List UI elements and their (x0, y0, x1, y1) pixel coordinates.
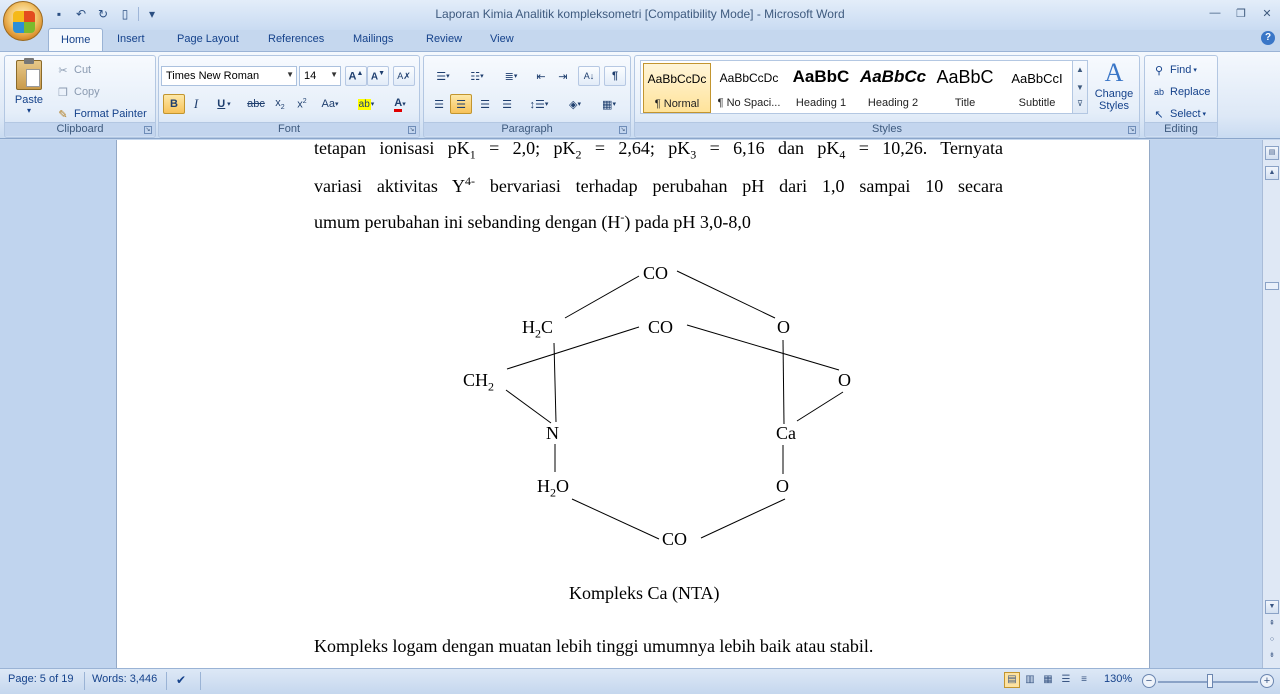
bond-co-o-right (687, 325, 839, 370)
atom-o-top: O (777, 317, 790, 337)
tab-references[interactable]: References (268, 33, 325, 45)
format-painter-button[interactable] (55, 106, 147, 122)
paste-button[interactable] (11, 60, 47, 120)
zoom-in-icon[interactable]: + (1260, 674, 1274, 688)
previous-page-icon[interactable]: ⇞ (1269, 620, 1275, 627)
styles-gallery-scroll[interactable] (1072, 60, 1088, 114)
italic-button[interactable] (185, 94, 207, 114)
paste-label: Paste (14, 94, 44, 106)
font-group-label: Font (159, 122, 419, 136)
bond-co-o (677, 271, 775, 318)
full-screen-reading-icon[interactable]: ▥ (1025, 674, 1035, 685)
paragraph-last-line: Kompleks logam dengan muatan lebih tinggi umumnya lebih baik atau stabil. (314, 636, 874, 656)
align-right-icon: ☰ (480, 98, 490, 111)
increase-indent-button[interactable] (552, 66, 574, 86)
align-center-button[interactable] (450, 94, 472, 114)
close-icon[interactable]: ✕ (1262, 7, 1272, 20)
sort-button[interactable] (578, 66, 600, 86)
atom-o-right: O (838, 370, 851, 390)
shading-button[interactable]: ◈ ▾ (569, 98, 581, 111)
clipboard-group (4, 55, 156, 138)
customize-icon[interactable]: ▾ (148, 7, 156, 21)
change-styles-button[interactable] (1092, 58, 1136, 112)
cut-label: Cut (74, 64, 92, 76)
atom-co-bottom: CO (662, 529, 688, 549)
next-page-icon[interactable]: ⇟ (1269, 652, 1275, 659)
increase-indent-icon: ⇥ (558, 70, 568, 83)
highlighter-icon: ab (358, 98, 370, 110)
shrink-font-button[interactable] (367, 66, 389, 86)
decrease-indent-button[interactable] (530, 66, 552, 86)
format-painter-label: Format Painter (74, 108, 147, 120)
justify-button[interactable] (496, 94, 518, 114)
chevron-down-icon: ▾ (26, 106, 31, 115)
cursor-icon: ↖ (1154, 108, 1164, 121)
change-case-button[interactable]: Aa ▾ (321, 98, 339, 110)
align-center-icon: ☰ (456, 98, 466, 111)
font-size-combo[interactable] (299, 66, 341, 86)
help-icon[interactable]: ? (1261, 31, 1275, 45)
find-label: Find (1170, 64, 1192, 76)
window-title: Laporan Kimia Analitik kompleksometri [Compatibility Mode] - Microsoft Word (435, 7, 845, 21)
bond-h2o-co (572, 499, 659, 539)
justify-icon: ☰ (502, 98, 512, 111)
status-separator (84, 672, 85, 690)
editing-group-label: Editing (1145, 122, 1217, 136)
pilcrow-icon: ¶ (611, 70, 619, 82)
style-name: Heading 1 (795, 97, 847, 109)
highlight-button[interactable]: ab ▾ (358, 98, 375, 110)
sort-icon: A↓ (583, 71, 595, 81)
align-left-icon: ☰ (434, 98, 444, 111)
chevron-down-icon: ▼ (286, 70, 294, 79)
font-group (158, 55, 420, 138)
scroll-up-icon[interactable]: ▲ (1265, 166, 1279, 180)
font-name-value: Times New Roman (166, 70, 260, 82)
show-hide-button[interactable] (604, 66, 626, 86)
line-spacing-button[interactable]: ↕☰ ▾ (529, 98, 549, 111)
window-controls (1202, 0, 1280, 26)
dialog-launcher-icon[interactable]: ↘ (409, 127, 415, 133)
replace-label: Replace (1170, 86, 1211, 98)
ribbon (0, 51, 1280, 139)
draft-icon[interactable]: ≡ (1081, 674, 1087, 685)
strikethrough-button[interactable] (245, 94, 267, 114)
replace-icon: ab (1153, 87, 1164, 97)
style-sample: AaBbCc (859, 67, 927, 86)
binoculars-icon: ⚲ (1154, 64, 1164, 77)
chevron-up-icon[interactable]: ▲ (1076, 65, 1084, 74)
outline-icon[interactable]: ☰ (1061, 674, 1071, 685)
editing-group (1144, 55, 1218, 138)
clear-format-icon: A✗ (397, 70, 411, 81)
bond-h2c-co (565, 276, 639, 318)
document-area[interactable] (0, 140, 1262, 668)
italic-icon: I (193, 96, 199, 111)
strikethrough-icon: abc (247, 98, 265, 110)
underline-icon: U (217, 98, 226, 110)
bold-icon: B (170, 98, 178, 110)
bold-button[interactable] (163, 94, 185, 114)
style-no-spacing[interactable] (715, 63, 783, 113)
vertical-scrollbar[interactable] (1262, 140, 1280, 668)
numbering-button[interactable]: ☷ ▾ (470, 70, 484, 83)
chevron-down-icon: ▼ (330, 70, 338, 79)
atom-h2c: $H_2C$ (522, 317, 554, 341)
clipboard-icon (16, 60, 42, 90)
cut-button[interactable] (55, 62, 91, 78)
bullets-button[interactable]: ☰ ▾ (436, 70, 450, 83)
zoom-out-icon[interactable]: − (1142, 674, 1156, 688)
find-button[interactable]: ⚲ Find ▾ (1151, 62, 1197, 78)
tab-home[interactable]: Home (48, 28, 103, 52)
proofing-icon[interactable]: ✔ (176, 673, 187, 687)
styles-gallery (640, 60, 1076, 114)
decrease-indent-icon: ⇤ (536, 70, 546, 83)
style-name: Heading 2 (867, 97, 919, 109)
title-bar (0, 0, 1280, 30)
undo-icon[interactable]: ↶ (75, 7, 87, 21)
paint-bucket-icon: ◈ (569, 98, 578, 111)
style-title[interactable] (931, 63, 999, 113)
bond-co-o-bottom (701, 499, 785, 538)
numbering-icon: ☷ (470, 70, 481, 83)
new-document-icon[interactable]: ▯ (121, 7, 129, 21)
change-styles-icon: A (1104, 58, 1124, 87)
copy-label: Copy (74, 86, 100, 98)
align-left-button[interactable] (428, 94, 450, 114)
scroll-down-icon[interactable]: ▼ (1265, 600, 1279, 614)
style-heading-2[interactable] (859, 63, 927, 113)
figure-caption: Kompleks Ca (NTA) (569, 583, 720, 603)
font-size-value: 14 (304, 70, 317, 82)
multilevel-list-icon: ≣ (504, 70, 514, 83)
change-styles-label: Change Styles (1094, 88, 1134, 112)
styles-group-label: Styles (635, 122, 1139, 136)
grow-font-button[interactable] (345, 66, 367, 86)
style-name: Subtitle (1018, 97, 1056, 109)
borders-icon: ▦ (602, 98, 613, 111)
ribbon-tabs (0, 28, 1280, 52)
style-name: Title (954, 97, 976, 109)
scroll-thumb[interactable] (1265, 282, 1279, 290)
style-sample: AaBbC (792, 67, 850, 86)
bond-h2c-n (554, 343, 556, 422)
font-color-button[interactable]: A ▾ (385, 94, 415, 114)
web-layout-icon[interactable]: ▦ (1043, 674, 1053, 685)
style-name: ¶ No Spaci... (717, 97, 781, 109)
atom-ca: Ca (776, 423, 796, 443)
minimize-icon[interactable]: — (1209, 7, 1221, 19)
subscript-icon: $x_2$ (275, 96, 285, 112)
clear-formatting-button[interactable] (393, 66, 415, 86)
status-separator (200, 672, 201, 690)
save-icon[interactable]: ▪ (56, 7, 62, 21)
paragraph-group (423, 55, 631, 138)
bullets-icon: ☰ (436, 70, 447, 83)
style-sample: AaBbC (936, 67, 994, 87)
ruler-toggle-icon[interactable]: ▤ (1265, 146, 1279, 160)
bond-o-ca (783, 340, 784, 424)
select-button[interactable]: ↖ Select ▾ (1151, 106, 1206, 122)
style-sample: AaBbCcDc (719, 71, 779, 85)
style-subtitle[interactable] (1003, 63, 1071, 113)
font-color-icon: A (394, 97, 402, 112)
bond-ch2-n (506, 390, 551, 423)
word-count[interactable]: Words: 3,446 (92, 673, 158, 685)
zoom-level[interactable]: 130% (1104, 673, 1133, 685)
paragraph-line-3: umum perubahan ini sebanding dengan (H-) pada pH 3,0-8,0 (314, 210, 751, 232)
underline-button[interactable]: U ▾ (217, 98, 231, 110)
superscript-button[interactable] (291, 94, 313, 114)
brush-icon: ✎ (58, 108, 68, 121)
scissors-icon: ✂ (58, 64, 68, 77)
paragraph-line-2: variasi aktivitas $Y^{4-}$ bervariasi terhadap perubahan pH dari 1,0 sampai 10 secara (314, 174, 1003, 196)
copy-icon: ❐ (58, 86, 68, 99)
change-case-icon: Aa (321, 98, 335, 110)
shrink-font-icon: A▼ (370, 69, 386, 83)
grow-font-icon: A▲ (348, 69, 364, 83)
select-browse-object-icon[interactable]: ○ (1269, 636, 1275, 643)
style-name: ¶ Normal (654, 98, 700, 110)
select-label: Select (1170, 108, 1201, 120)
atom-co-mid: CO (648, 317, 674, 337)
redo-icon[interactable]: ↻ (97, 7, 109, 21)
style-heading-1[interactable] (787, 63, 855, 113)
zoom-slider-thumb[interactable] (1207, 674, 1213, 688)
style-sample: AaBbCcDc (647, 72, 707, 86)
tab-view[interactable]: View (490, 33, 514, 45)
document-page[interactable] (116, 140, 1150, 668)
dialog-launcher-icon[interactable]: ↘ (1129, 127, 1135, 133)
tab-mailings[interactable]: Mailings (353, 33, 394, 45)
dialog-launcher-icon[interactable]: ↘ (145, 127, 151, 133)
status-bar (0, 668, 1280, 694)
atom-h2o: $H_2O$ (537, 476, 569, 500)
more-icon[interactable]: ⊽ (1077, 99, 1083, 108)
atom-n: N (546, 423, 559, 443)
paragraph-line-1: tetapan ionisasi $pK_1 = 2,0$; $pK_2 = 2,64$; $pK_3 = 6,16$ dan $pK_4 = 10,26$. Ternyata (314, 140, 1004, 162)
print-layout-icon[interactable]: ▤ (1004, 672, 1020, 688)
superscript-icon: $x^2$ (297, 97, 307, 111)
font-name-combo[interactable] (161, 66, 297, 86)
copy-button[interactable] (55, 84, 100, 100)
status-separator (166, 672, 167, 690)
subscript-button[interactable] (269, 94, 291, 114)
align-right-button[interactable] (474, 94, 496, 114)
multilevel-list-button[interactable]: ≣ ▾ (504, 70, 518, 83)
restore-icon[interactable]: ❐ (1236, 7, 1246, 20)
dialog-launcher-icon[interactable]: ↘ (620, 127, 626, 133)
tab-review[interactable]: Review (426, 33, 463, 45)
line-spacing-icon: ↕☰ (529, 98, 545, 111)
office-logo-icon (13, 11, 35, 33)
replace-button[interactable] (1151, 84, 1210, 100)
view-buttons (1004, 672, 1092, 688)
clipboard-group-label: Clipboard (5, 122, 155, 136)
style-sample: AaBbCcI (1011, 71, 1063, 86)
style-normal[interactable] (643, 63, 711, 113)
atom-co-top: CO (643, 263, 669, 283)
tab-insert[interactable]: Insert (117, 33, 145, 45)
atom-o-bottom: O (776, 476, 789, 496)
bond-o-ca-right (797, 392, 843, 421)
paragraph-group-label: Paragraph (424, 122, 630, 136)
chevron-down-icon[interactable]: ▼ (1076, 83, 1084, 92)
tab-page-layout[interactable]: Page Layout (177, 33, 239, 45)
page-indicator[interactable]: Page: 5 of 19 (8, 673, 74, 685)
office-button[interactable] (3, 1, 43, 41)
atom-ch2: $CH_2$ (463, 370, 495, 394)
borders-button[interactable]: ▦ ▾ (602, 98, 616, 111)
